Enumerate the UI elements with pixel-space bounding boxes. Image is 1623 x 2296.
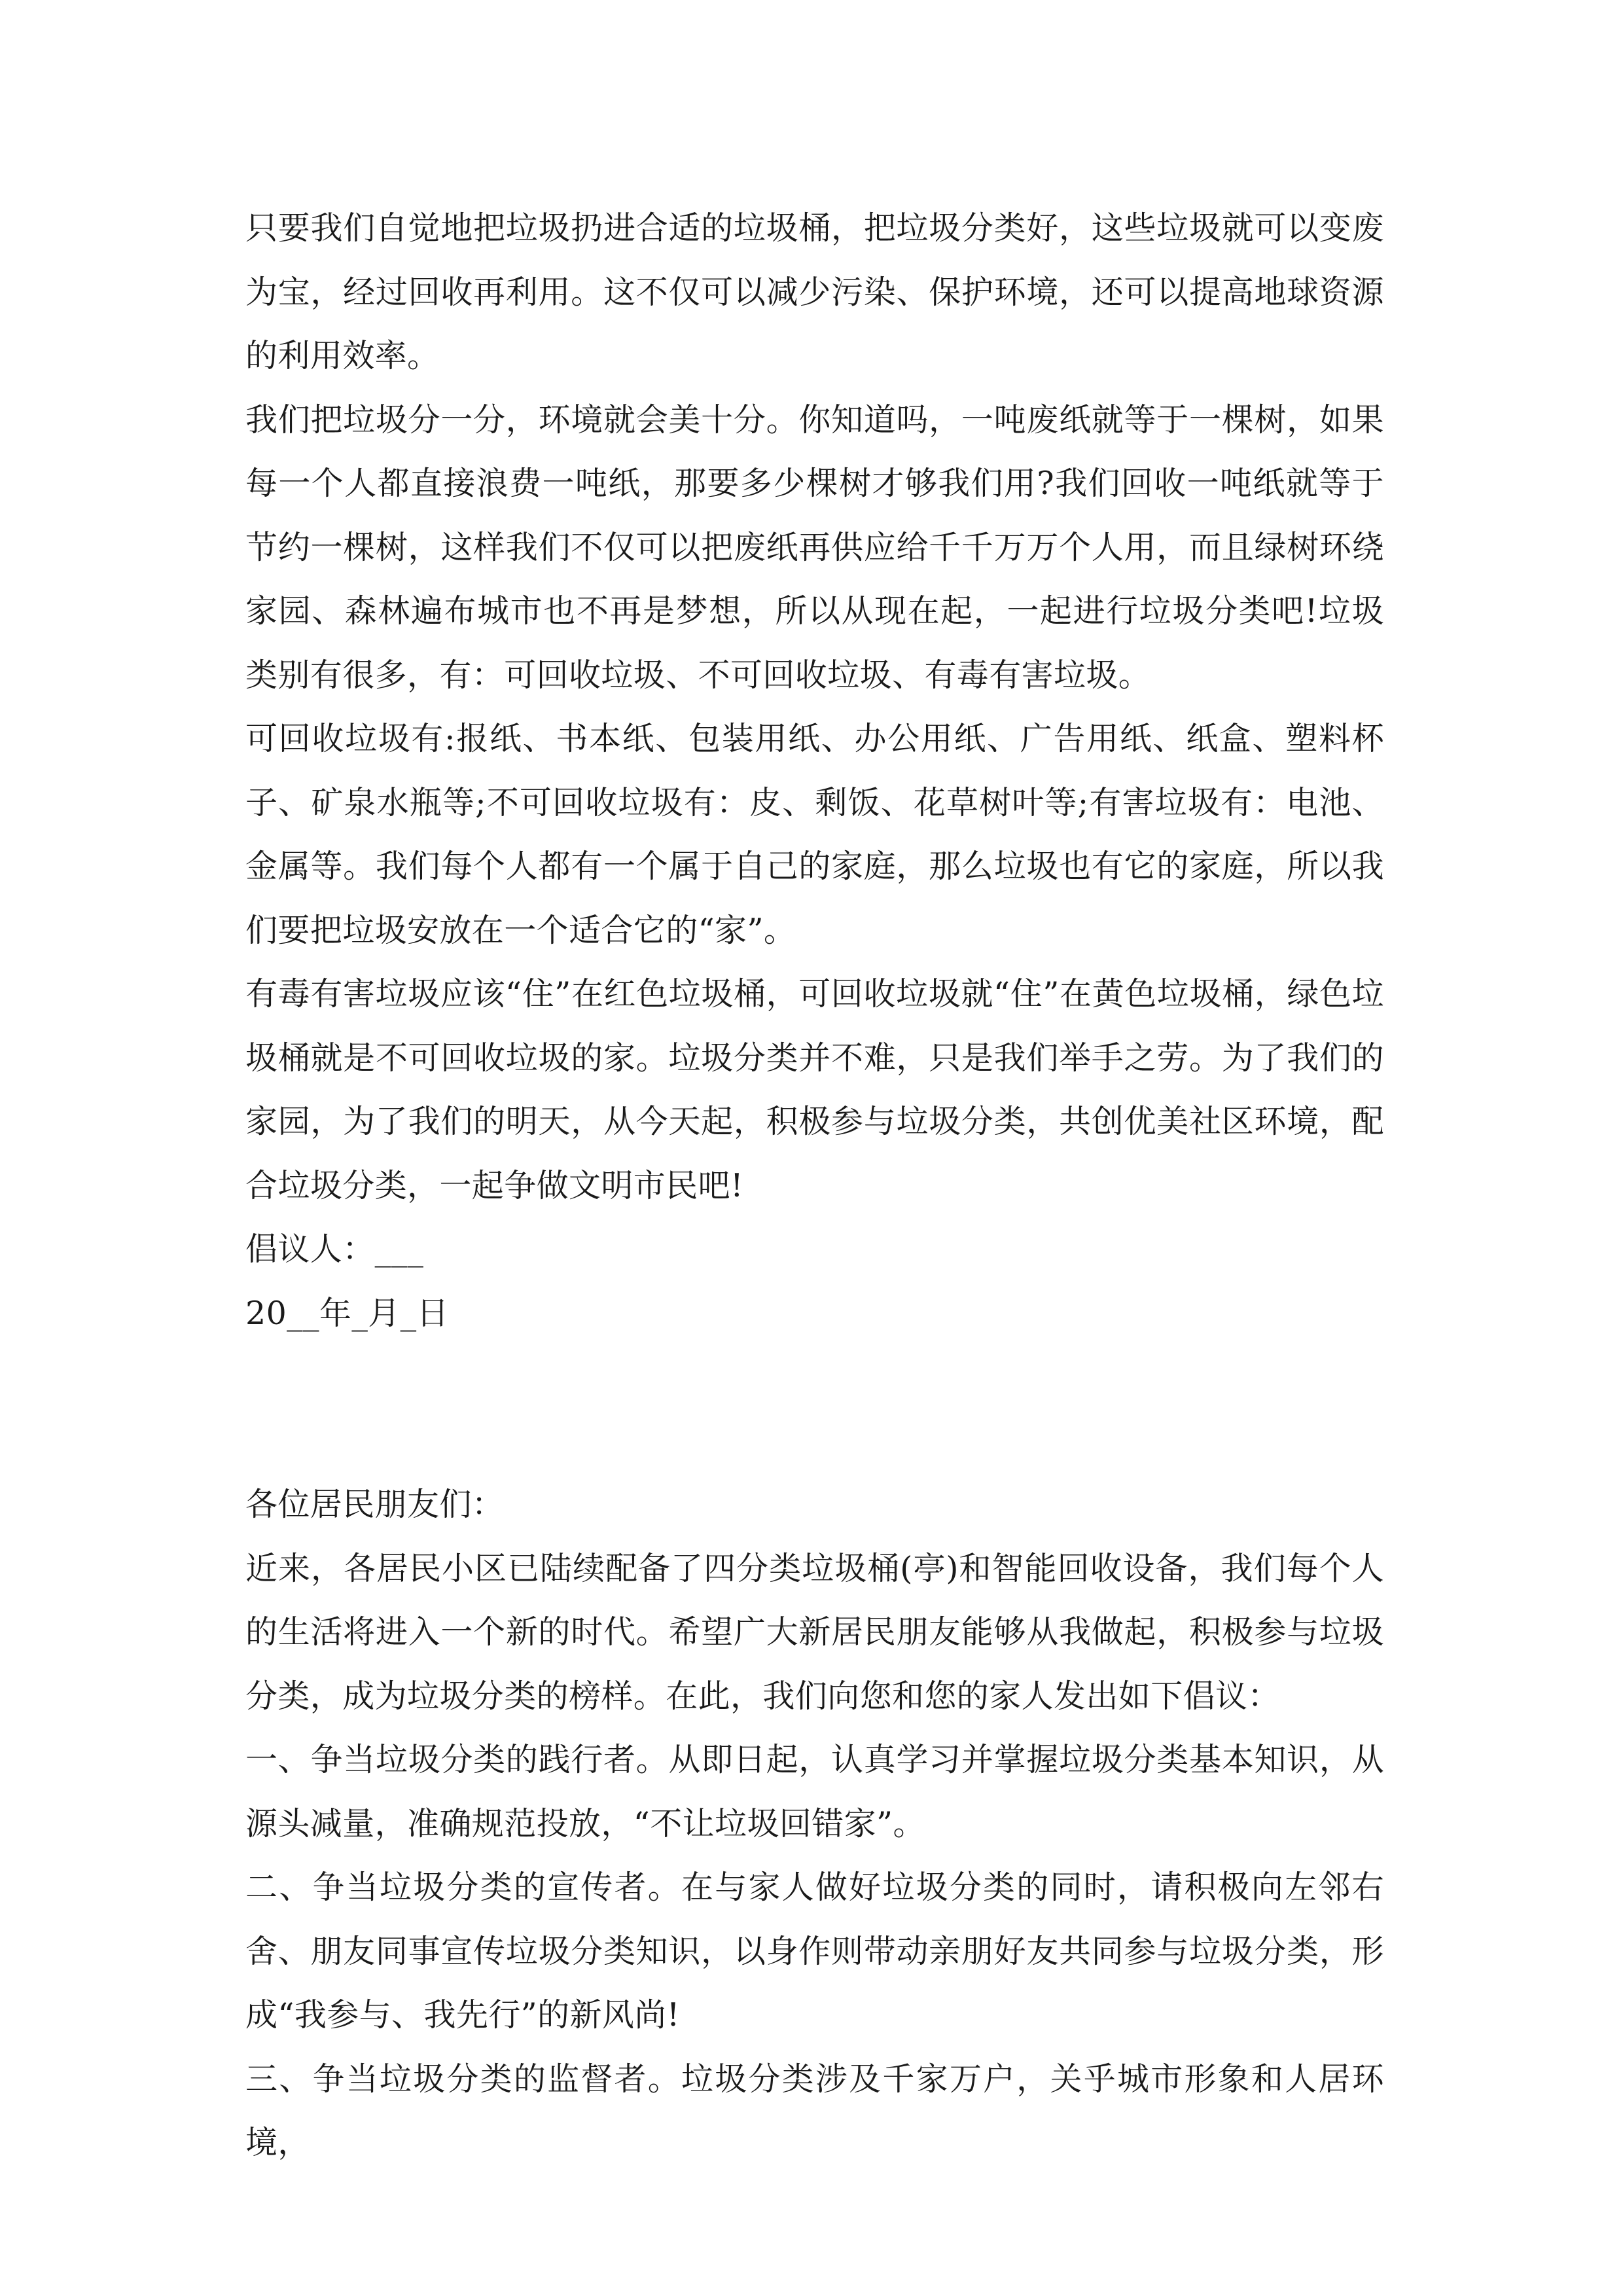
paragraph-introduction: 近来，各居民小区已陆续配备了四分类垃圾桶(亭)和智能回收设备，我们每个人的生活将进入一个新的时代。希望广大新居民朋友能够从我做起，积极参与垃圾分类，成为垃圾分类的榜样。在此，我们向您和您的家人发出如下倡议： bbox=[245, 1549, 1384, 1715]
section-divider bbox=[245, 1345, 1384, 1473]
paragraph-waste-to-treasure: 只要我们自觉地把垃圾扔进合适的垃圾桶，把垃圾分类好，这些垃圾就可以变废为宝，经过回收再利用。这不仅可以减少污染、保护环境，还可以提高地球资源的利用效率。 bbox=[245, 209, 1384, 374]
initiator-line: 倡议人：___ bbox=[245, 1230, 424, 1268]
paragraph-waste-types: 可回收垃圾有:报纸、书本纸、包装用纸、办公用纸、广告用纸、纸盒、塑料杯子、矿泉水瓶等;不可回收垃圾有：皮、剩饭、花草树叶等;有害垃圾有：电池、金属等。我们每个人都有一个属于自己的家庭，那么垃圾也有它的家庭，所以我们要把垃圾安放在一个适合它的“家”。 bbox=[245, 720, 1384, 949]
paragraph-paper-trees: 我们把垃圾分一分，环境就会美十分。你知道吗，一吨废纸就等于一棵树，如果每一个人都直接浪费一吨纸，那要多少棵树才够我们用?我们回收一吨纸就等于节约一棵树，这样我们不仅可以把废纸再供应给千千万万个人用，而且绿树环绕家园、森林遍布城市也不再是梦想，所以从现在起，一起进行垃圾分类吧!垃圾类别有很多，有：可回收垃圾、不可回收垃圾、有毒有害垃圾。 bbox=[245, 401, 1384, 694]
proposal-item-practitioner: 一、争当垃圾分类的践行者。从即日起，认真学习并掌握垃圾分类基本知识，从源头减量，准确规范投放，“不让垃圾回错家”。 bbox=[245, 1741, 1384, 1842]
proposal-item-promoter: 二、争当垃圾分类的宣传者。在与家人做好垃圾分类的同时，请积极向左邻右舍、朋友同事宣传垃圾分类知识，以身作则带动亲朋好友共同参与垃圾分类，形成“我参与、我先行”的新风尚! bbox=[245, 1869, 1384, 2034]
paragraph-bin-colors: 有毒有害垃圾应该“住”在红色垃圾桶，可回收垃圾就“住”在黄色垃圾桶，绿色垃圾桶就是不可回收垃圾的家。垃圾分类并不难，只是我们举手之劳。为了我们的家园，为了我们的明天，从今天起，积极参与垃圾分类，共创优美社区环境，配合垃圾分类，一起争做文明市民吧! bbox=[245, 975, 1384, 1204]
document-page bbox=[245, 196, 1384, 2175]
salutation: 各位居民朋友们： bbox=[245, 1486, 505, 1523]
date-line: 20__年_月_日 bbox=[245, 1294, 449, 1332]
proposal-item-supervisor: 三、争当垃圾分类的监督者。垃圾分类涉及千家万户，关乎城市形象和人居环境， bbox=[245, 2060, 1384, 2161]
